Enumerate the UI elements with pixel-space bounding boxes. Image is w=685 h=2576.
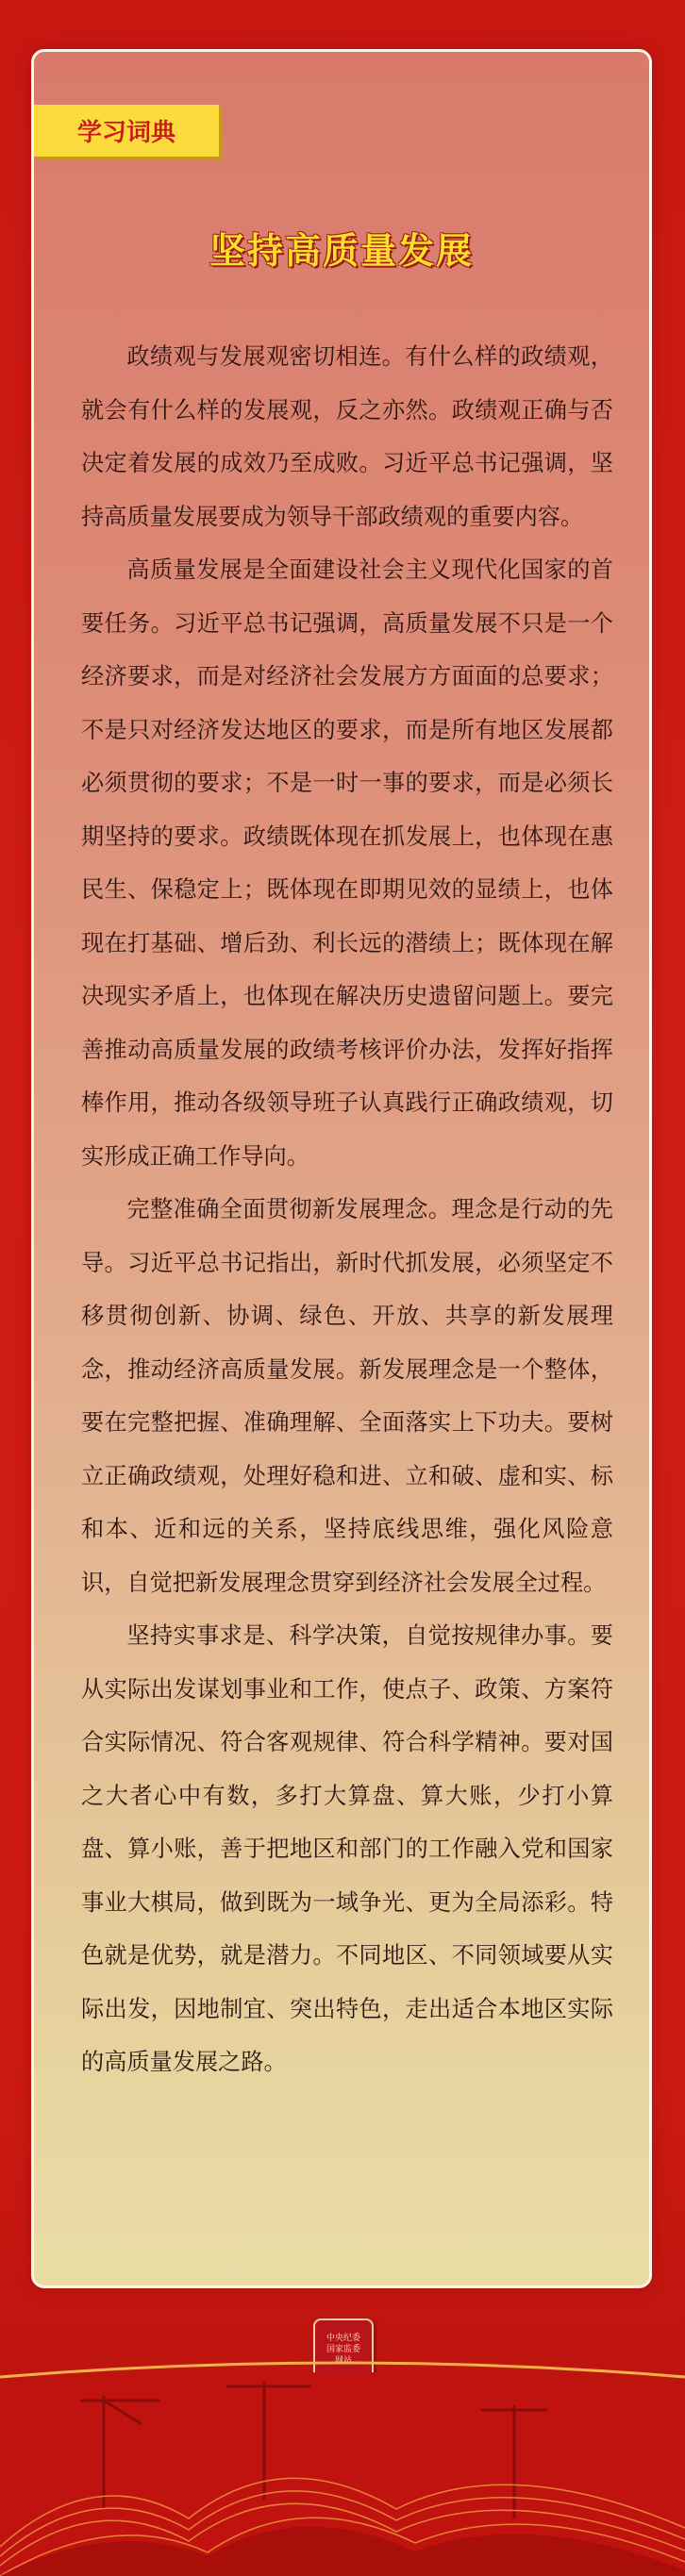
paragraph-3: 完整准确全面贯彻新发展理念。理念是行动的先导。习近平总书记指出，新时代抓发展，必须坚定不移贯彻创新、协调、绿色、开放、共享的新发展理念，推动经济高质量发展。新发展理念是一个整体，要在完整把握、准确理解、全面落实上下功夫。要树立正确政绩观，处理好稳和进、立和破、虚和实、标和本、近和远的关系，坚持底线思维，强化风险意识，自觉把新发展理念贯穿到经济社会发展全过程。 [81, 1196, 613, 1596]
paragraph-4: 坚持实事求是、科学决策，自觉按规律办事。要从实际出发谋划事业和工作，使点子、政策、方案符合实际情况、符合客观规律、符合科学精神。要对国之大者心中有数，多打大算盘、算大账，少打小算盘、算小账，善于把地区和部门的工作融入党和国家事业大棋局，做到既为一域争光、更为全局添彩。特色就是优势，就是潜力。不同地区、不同领域要从实际出发，因地制宜、突出特色，走出适合本地区实际的高质量发展之路。 [81, 1622, 613, 2075]
seal-line-3: 网站 [334, 2356, 352, 2366]
seal-line-1: 中央纪委 [326, 2334, 360, 2343]
paragraph-1: 政绩观与发展观密切相连。有什么样的政绩观，就会有什么样的发展观，反之亦然。政绩观正确与否决定着发展的成效乃至成败。习近平总书记强调，坚持高质量发展要成为领导干部政绩观的重要内容。 [81, 343, 613, 530]
paragraph-2: 高质量发展是全面建设社会主义现代化国家的首要任务。习近平总书记强调，高质量发展不只是一个经济要求，而是对经济社会发展方方面面的总要求；不是只对经济发达地区的要求，而是所有地区发展都必须贯彻的要求；不是一时一事的要求，而是必须长期坚持的要求。政绩既体现在抓发展上，也体现在惠民生、保稳定上；既体现在即期见效的显绩上，也体现在打基础、增后劲、利长远的潜绩上；既体现在解决现实矛盾上，也体现在解决历史遗留问题上。要完善推动高质量发展的政绩考核评价办法，发挥好指挥棒作用，推动各级领导班子认真践行正确政绩观，切实形成正确工作导向。 [81, 557, 613, 1170]
decorative-landscape [0, 2358, 685, 2576]
page-title: 坚持高质量发展 [209, 229, 474, 272]
content-card [31, 49, 652, 2288]
article-body [81, 330, 613, 2089]
section-tag-label: 学习词典 [76, 119, 175, 147]
section-tag [34, 105, 219, 157]
seal-line-2: 国家监委 [326, 2345, 360, 2354]
